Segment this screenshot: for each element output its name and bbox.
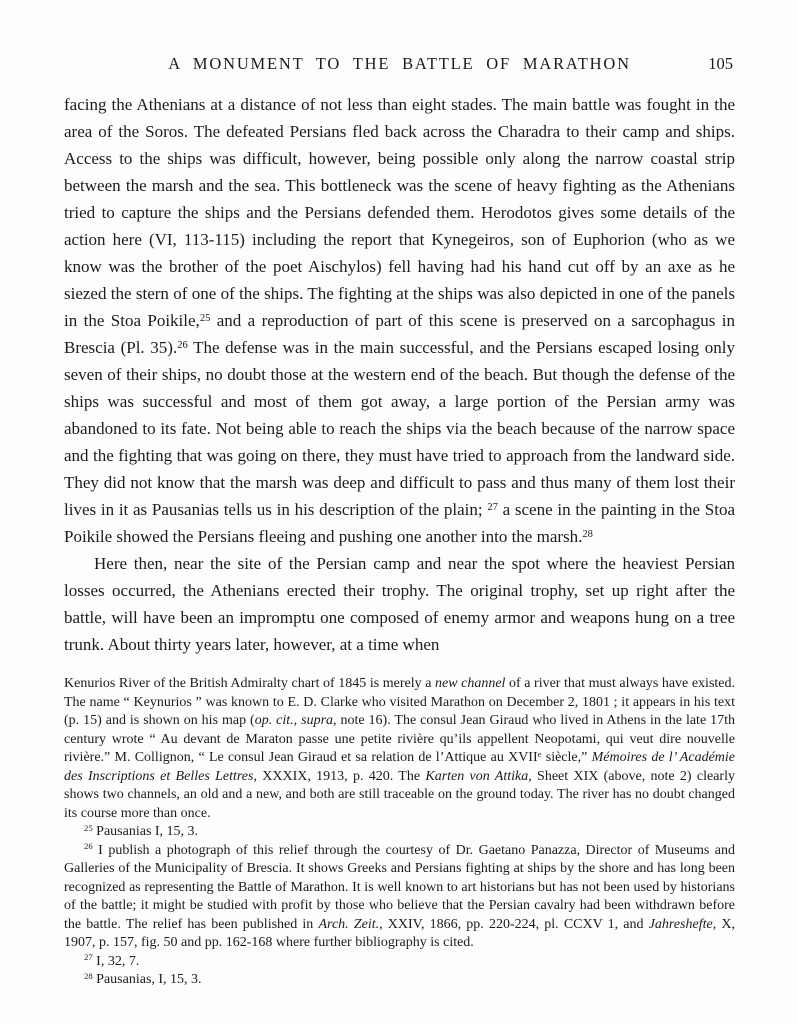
text-run: Kenurios River of the British Admiralty chart of 1845 is merely a (64, 676, 435, 691)
body-paragraph (64, 91, 735, 550)
text-run: Sheet XIX (above, note 2) clearly shows two channels, an old and a new, and both are still traceable on the ground today. The river has no doubt changed its course more than once. (64, 768, 735, 821)
body-paragraph (64, 550, 735, 658)
superscript-marker: 27 (84, 952, 93, 963)
text-run: , XXIV, 1866, pp. 220-224, pl. CCXV 1, and (379, 916, 649, 932)
text-run: Mémoires de l’ Académie des Inscriptions et Belles Lettres (64, 750, 736, 784)
text-run: , X, 1907, p. 157, fig. 50 and pp. 162-168 where further bibliography is cited. (64, 916, 735, 950)
footnote-paragraph (64, 823, 735, 842)
text-run: Jahreshefte (648, 916, 713, 932)
text-run: facing the Athenians at a distance of not less than eight stades. The main battle was fought in the area of the Soros. The defeated Persians fled back across the Charadra to their camp and ships. Access to the ships was difficult, however, being possible only along the narrow coastal strip between the marsh and the sea. This bottleneck was the scene of heavy fighting as the Athenians tried to capture the ships and the Persians defended them. Herodotos gives some details of the action here (VI, 113-115) including the report that Kynegeiros, son of Euphorion (who as we know was the brother of the poet Aischylos) fell having had his hand cut off by an axe as he siezed the stern of one of the ships. The fighting at the ships was also depicted in one of the panels in the Stoa Poikile, (64, 95, 735, 330)
text-run: Here then, near the site of the Persian camp and near the spot where the heaviest Persian losses occurred, the Athenians erected their trophy. The original trophy, set up right after the battle, will have been an impromptu one composed of enemy armor and weapons hung on a tree trunk. About thirty years later, however, at a time when (64, 554, 735, 654)
superscript-marker: 26 (177, 339, 188, 351)
text-run: and a reproduction of part of this scene is preserved on a sarcophagus in Brescia (Pl. 35). (64, 311, 736, 357)
superscript-marker: 28 (84, 970, 93, 981)
page-header (64, 54, 735, 75)
text-run: siècle,” (541, 750, 592, 765)
text-run: Pausanias I, 15, 3. (92, 824, 199, 839)
text-run: Pausanias, I, 15, 3. (92, 972, 202, 987)
running-header-title: A MONUMENT TO THE BATTLE OF MARATHON (168, 54, 631, 73)
superscript-marker: 27 (487, 501, 498, 513)
text-run: Karten von Attika, (425, 768, 532, 784)
superscript-marker: 26 (84, 841, 93, 852)
footnote-paragraph (64, 675, 735, 823)
text-run: Arch. Zeit. (318, 916, 380, 932)
footnote-paragraph (64, 953, 735, 972)
superscript-marker: 25 (199, 312, 211, 324)
page-number: 105 (708, 54, 733, 73)
text-run: I, 32, 7. (92, 953, 140, 969)
superscript-marker: 25 (84, 822, 93, 833)
body-text (64, 91, 735, 658)
text-run: a scene in the painting in the Stoa Poikile showed the Persians fleeing and pushing one another into the marsh. (64, 500, 735, 546)
footnote-paragraph (64, 842, 735, 953)
text-run: The defense was in the main successful, and the Persians escaped losing only seven of their ships, no doubt those at the western end of the beach. But though the defense of the ships was successful and most of them got away, a large portion of the Persian army was abandoned to its fate. Not being able to reach the ships via the beach because of the narrow space and the fighting that was going on there, they must have tried to approach from the landward side. They did not know that the marsh was deep and difficult to pass and thus many of them lost their lives in it as Pausanias tells us in his description of the plain; (64, 338, 735, 519)
text-run: , XXXIX, 1913, p. 420. The (253, 768, 426, 784)
text-run: , note 16). The consul Jean Giraud who lived in Athens in the late 17th century wrote “ Au devant de Maraton passe une petite rivière qu’ils appellent Neopotami, qui veut dire nouvelle rivière.” M. Collignon, “ Le consul Jean Giraud et sa relation de l’Attique au XVII (64, 713, 736, 765)
superscript-marker: e (537, 748, 542, 759)
text-run: of a river that must always have existed. The name “ Keynurios ” was known to E. D. Clarke who visited Marathon on December 2, 1801 ; it appears in his text (p. 15) and is shown on his map ( (64, 676, 736, 728)
text-run: op. cit., supra (254, 713, 334, 728)
footnote-paragraph (64, 971, 735, 990)
superscript-marker: 28 (582, 528, 593, 540)
text-run: new channel (435, 676, 506, 691)
text-run: I publish a photograph of this relief through the courtesy of Dr. Gaetano Panazza, Director of Museums and Galleries of the Municipality of Brescia. It shows Greeks and Persians fighting at ships by the shore and has long been recognized as representing the Battle of Marathon. It is well known to art historians but has not been used by historians of the battle; it might be studied with profit by those who believe that the Persian cavalry had been withdrawn before the battle. The relief has been published in (64, 842, 735, 932)
footnotes (64, 675, 735, 990)
